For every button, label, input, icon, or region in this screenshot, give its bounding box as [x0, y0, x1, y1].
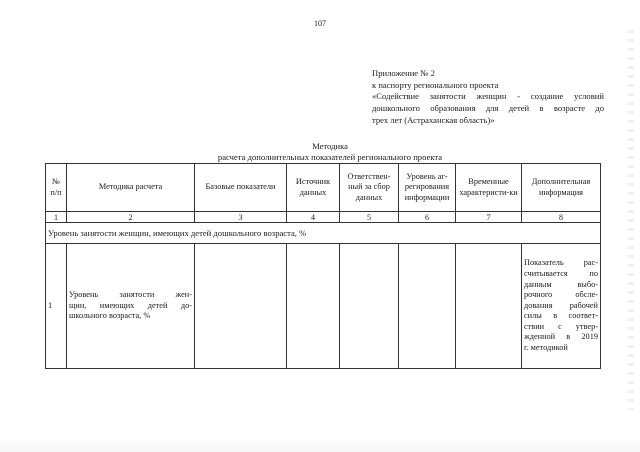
additional-info-line-6: силы в соответ- — [524, 311, 598, 321]
row-additional-info — [522, 244, 601, 369]
column-number-8: 8 — [522, 212, 601, 223]
additional-info-line-9: г. методикой — [524, 343, 568, 353]
header-cell-data-source: Источник данных — [287, 164, 340, 212]
column-number-6: 6 — [399, 212, 456, 223]
column-number-1: 1 — [46, 212, 67, 223]
method-line-2: щин, имеющих детей до- — [69, 300, 192, 310]
row-data-source — [287, 244, 340, 369]
column-number-2: 2 — [67, 212, 195, 223]
header-cell-number: № п/п — [46, 164, 67, 212]
row-responsible — [340, 244, 399, 369]
row-time-characteristics — [456, 244, 522, 369]
section-title: Уровень занятости женщин, имеющих детей дошкольного возраста, % — [46, 223, 601, 244]
column-number-row — [46, 212, 601, 223]
method-line-3: школьного возраста, % — [69, 311, 151, 321]
title-line-1: Методика — [312, 141, 348, 151]
appendix-line-3: «Содействие занятости женщин - создание условий — [372, 91, 604, 102]
scan-bottom-shade — [0, 436, 640, 452]
title-line-2: расчета дополнительных показателей регионального проекта — [217, 151, 443, 162]
additional-info-line-1: Показатель рас- — [524, 258, 598, 268]
header-cell-time-characteristics: Временные характеристи-ки — [456, 164, 522, 212]
column-number-5: 5 — [340, 212, 399, 223]
appendix-line-2: к паспорту регионального проекта — [372, 79, 499, 90]
method-line-1: Уровень занятости жен- — [69, 290, 192, 300]
appendix-line-1: Приложение № 2 — [372, 68, 435, 78]
methodology-table — [45, 163, 601, 369]
appendix-line-4: дошкольного образования для детей в возрасте до — [372, 103, 604, 114]
header-row — [46, 164, 601, 212]
additional-info-line-2: считывается по — [524, 268, 598, 278]
appendix-line-5: трех лет (Астраханская область)» — [372, 114, 495, 125]
section-row — [46, 223, 601, 244]
header-cell-method: Методика расчета — [67, 164, 195, 212]
additional-info-line-3: данным выбо- — [524, 279, 598, 289]
column-number-7: 7 — [456, 212, 522, 223]
additional-info-line-7: ствии с утвер- — [524, 321, 598, 331]
row-aggregation-level — [399, 244, 456, 369]
additional-info-line-8: жденной в 2019 — [524, 332, 598, 342]
header-cell-base-indicators: Базовые показатели — [195, 164, 287, 212]
header-cell-aggregation-level: Уровень аг-регирования информации — [399, 164, 456, 212]
row-base-indicators — [195, 244, 287, 369]
column-number-4: 4 — [287, 212, 340, 223]
row-number: 1 — [46, 244, 67, 369]
scan-edge-noise — [628, 30, 634, 410]
additional-info-line-5: дования рабочей — [524, 300, 598, 310]
header-cell-additional-info: Дополнительная информация — [522, 164, 601, 212]
page-number: 107 — [314, 19, 326, 28]
row-method-cell — [67, 244, 195, 369]
table-row — [46, 244, 601, 369]
additional-info-line-4: рочного обсле- — [524, 290, 598, 300]
appendix-note — [372, 68, 604, 127]
column-number-3: 3 — [195, 212, 287, 223]
header-cell-responsible: Ответствен-ный за сбор данных — [340, 164, 399, 212]
document-title — [170, 141, 490, 162]
